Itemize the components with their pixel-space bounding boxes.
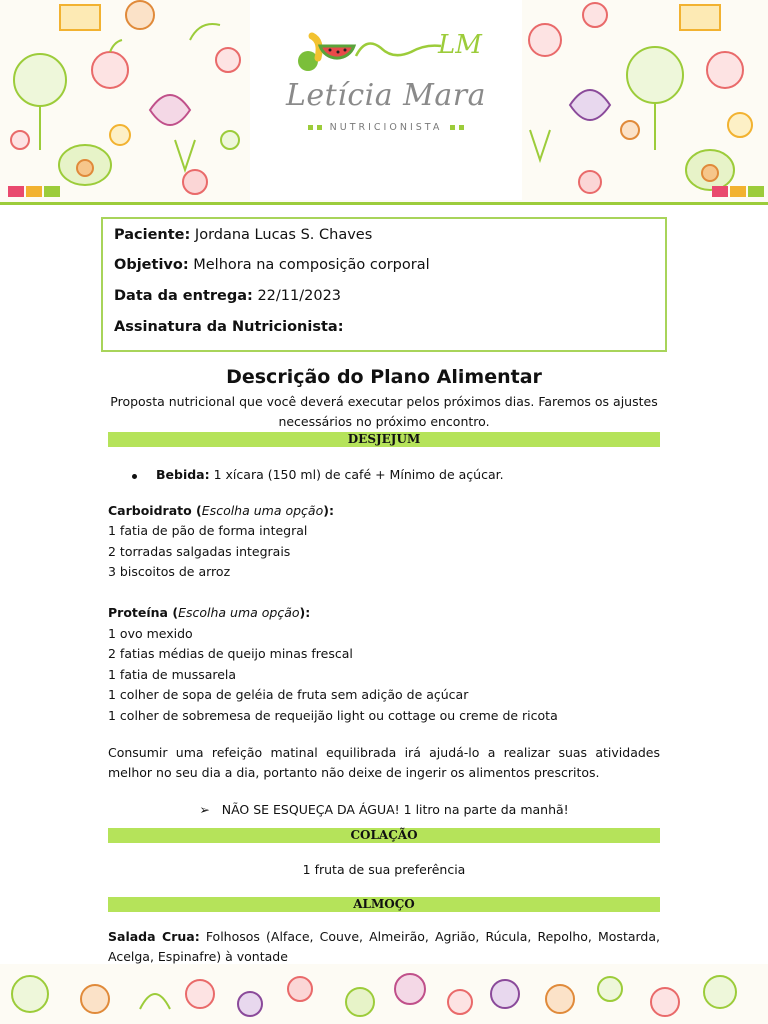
protein-option: 1 fatia de mussarela xyxy=(108,667,237,682)
protein-heading: Proteína (Escolha uma opção): xyxy=(108,605,311,620)
signature-line: Assinatura da Nutricionista: xyxy=(114,319,344,335)
plan-title: Descrição do Plano Alimentar xyxy=(226,366,542,388)
color-bars-left xyxy=(8,186,60,197)
logo-initials: LM xyxy=(438,30,482,60)
page-footer xyxy=(0,964,768,1024)
section-colacao-heading: COLAÇÃO xyxy=(108,828,660,843)
page-header xyxy=(0,0,768,203)
arrow-icon: ➢ xyxy=(199,802,210,817)
salad-line: Salada Crua: Folhosos (Alface, Couve, Almeirão, Agrião, Rúcula, Repolho, Mostarda, Acelga, Espinafre) à vontade xyxy=(108,929,660,964)
protein-option: 2 fatias médias de queijo minas frescal xyxy=(108,646,353,661)
carb-heading: Carboidrato (Escolha uma opção): xyxy=(108,503,334,518)
colacao-text: 1 fruta de sua preferência xyxy=(302,862,466,877)
breakfast-advice: Consumir uma refeição matinal equilibrada irá ajudá-lo a realizar suas atividades melhor no seu dia a dia, portanto não deixe de ingerir os alimentos prescritos. xyxy=(108,745,660,780)
water-reminder: ➢ NÃO SE ESQUEÇA DA ÁGUA! 1 litro na parte da manhã! xyxy=(199,802,569,817)
carb-option: 3 biscoitos de arroz xyxy=(108,564,231,579)
date-line: Data da entrega: 22/11/2023 xyxy=(114,288,342,304)
color-bars-right xyxy=(712,186,764,197)
bullet-icon xyxy=(132,474,137,479)
drink-line: Bebida: 1 xícara (150 ml) de café + Mínimo de açúcar. xyxy=(156,467,504,482)
plan-intro: Proposta nutricional que você deverá executar pelos próximos dias. Faremos os ajustes necessários no próximo encontro. xyxy=(110,394,658,429)
carb-option: 2 torradas salgadas integrais xyxy=(108,544,291,559)
protein-option: 1 ovo mexido xyxy=(108,626,193,641)
protein-option: 1 colher de sopa de geléia de fruta sem adição de açúcar xyxy=(108,687,469,702)
vegetable-pattern-footer xyxy=(0,964,768,1024)
header-divider xyxy=(0,202,768,205)
carb-option: 1 fatia de pão de forma integral xyxy=(108,523,308,538)
goal-line: Objetivo: Melhora na composição corporal xyxy=(114,257,430,273)
section-almoco-heading: ALMOÇO xyxy=(108,897,660,912)
patient-info-box xyxy=(101,217,667,352)
patient-line: Paciente: Jordana Lucas S. Chaves xyxy=(114,227,373,243)
logo-name: Letícia Mara xyxy=(286,78,486,113)
section-desjejum-heading: DESJEJUM xyxy=(108,432,660,447)
protein-option: 1 colher de sobremesa de requeijão light ou cottage ou creme de ricota xyxy=(108,708,558,723)
logo-subtitle: NUTRICIONISTA xyxy=(250,122,522,133)
